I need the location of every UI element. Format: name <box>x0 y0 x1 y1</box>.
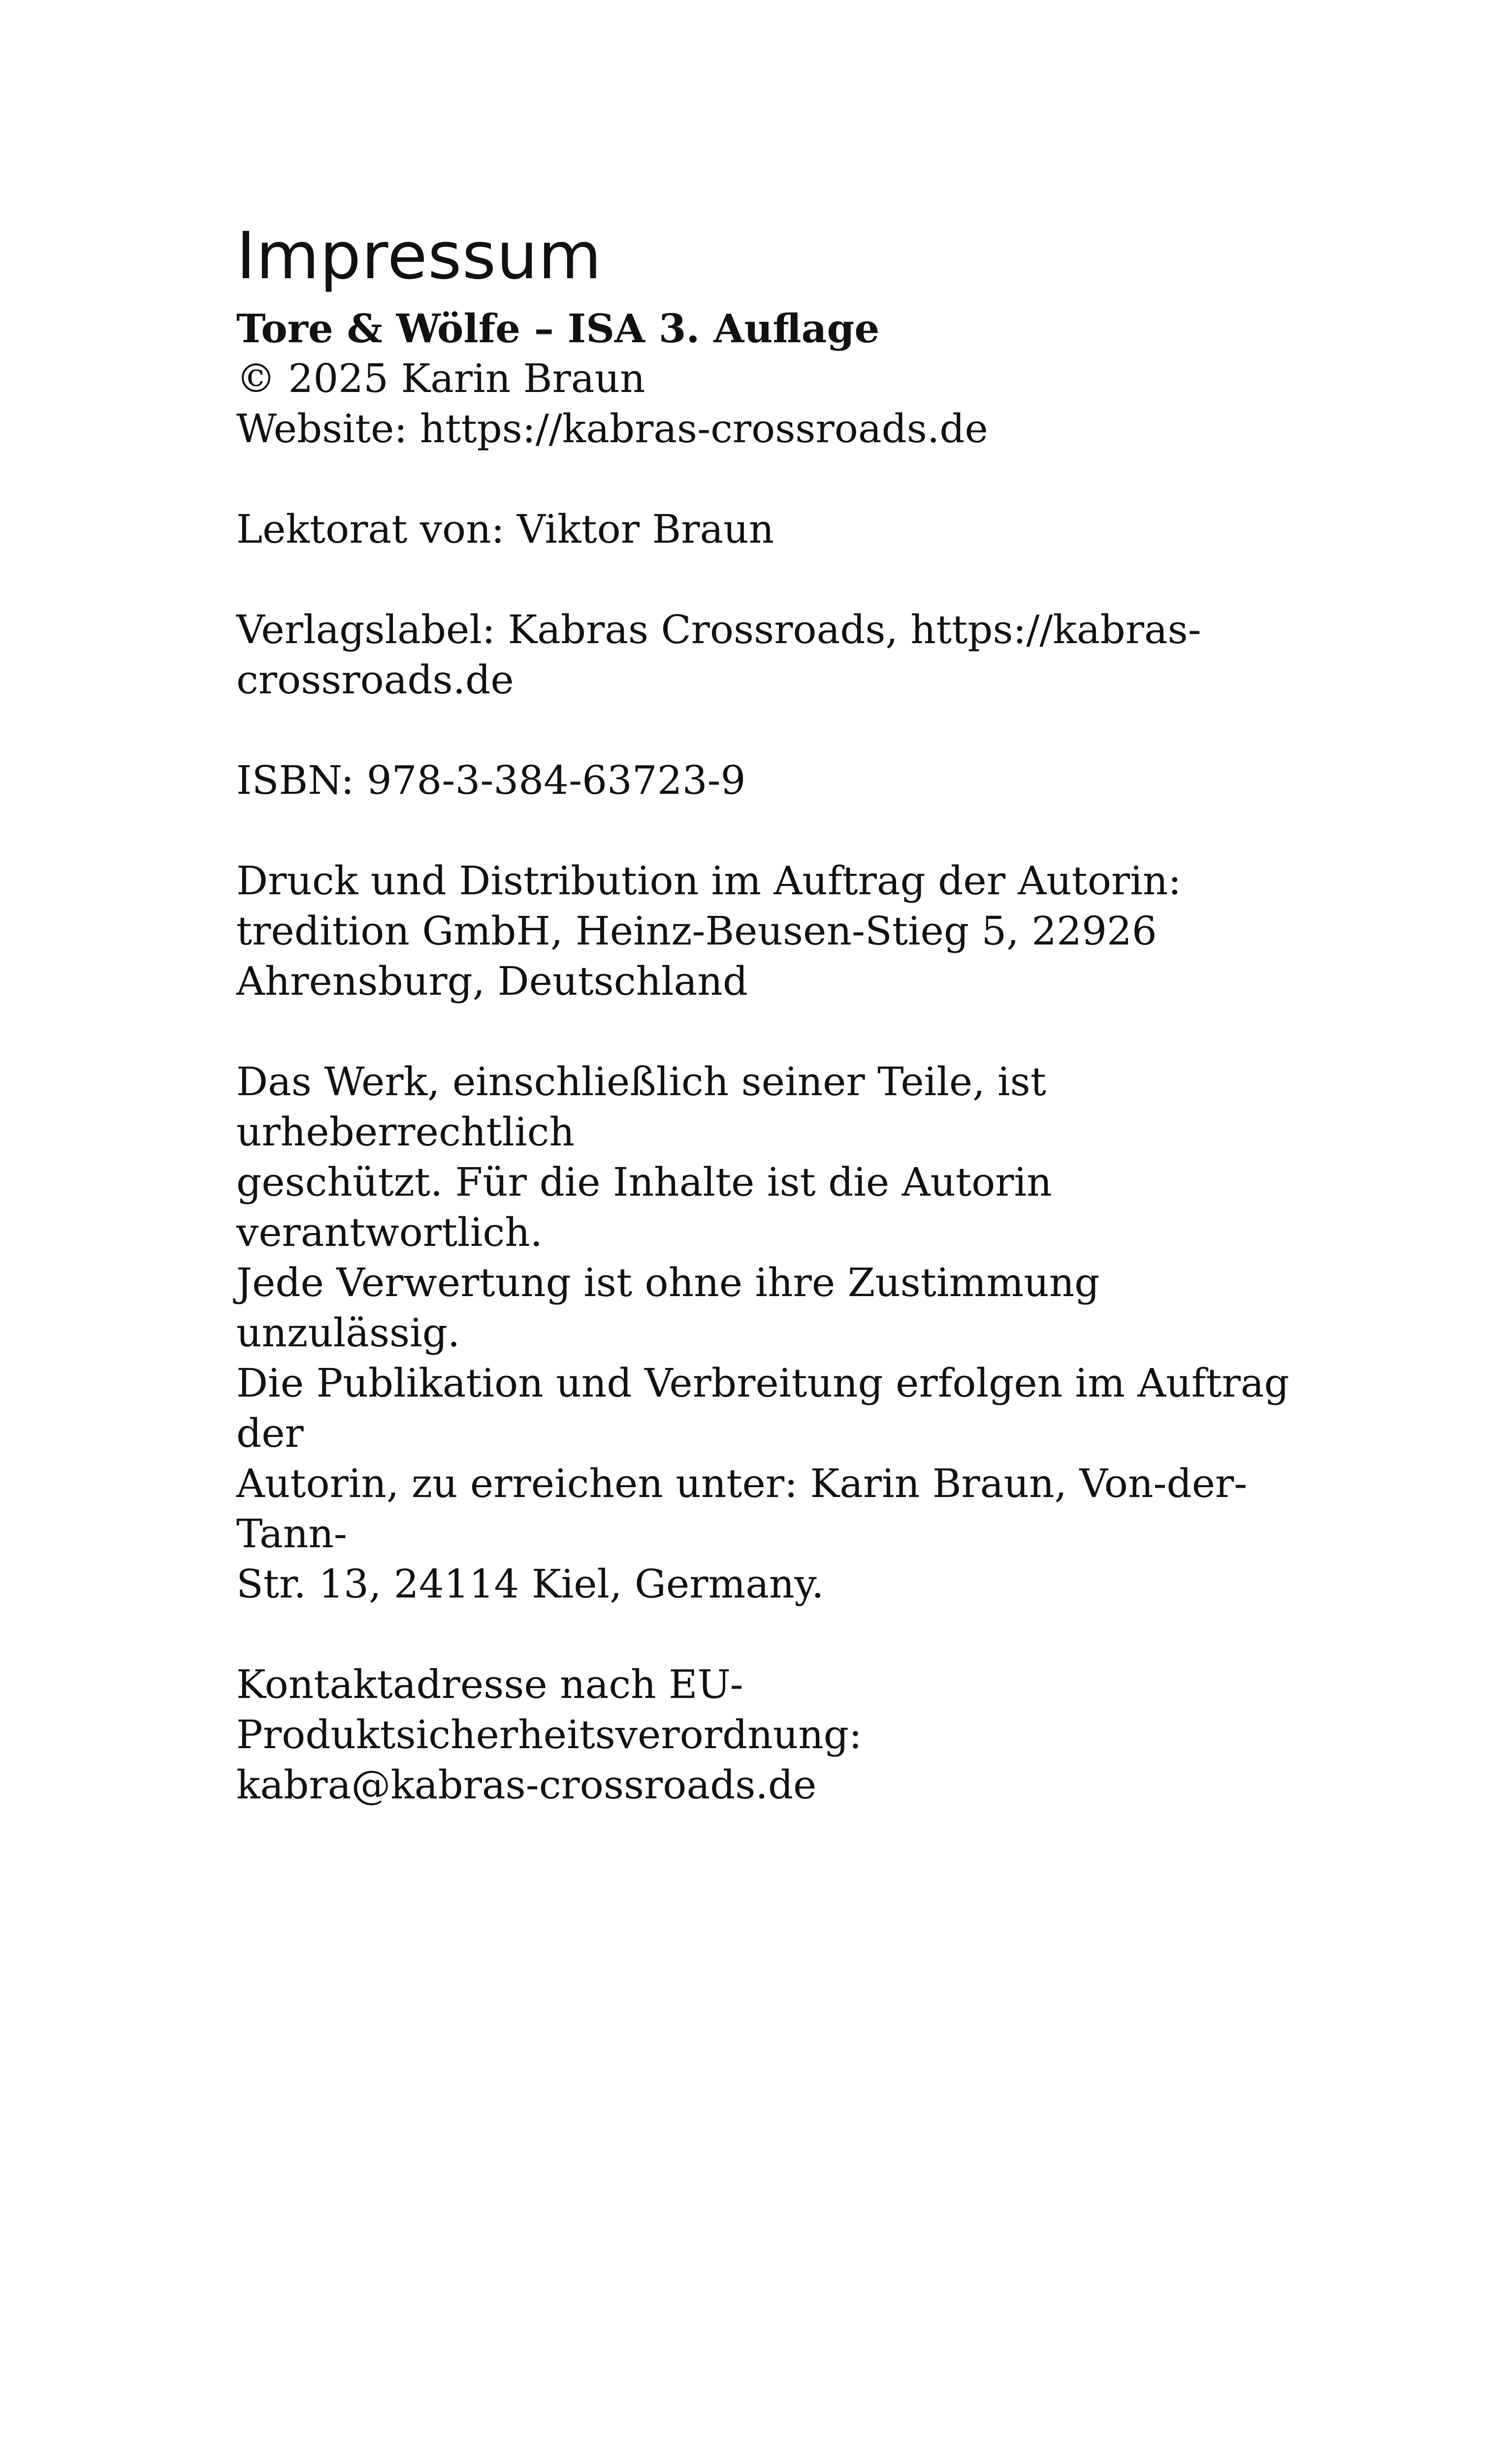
website-line: Website: https://kabras-crossroads.de <box>236 406 988 452</box>
contact-line-1: Kontaktadresse nach EU-Produktsicherheitsverordnung: <box>236 1661 862 1758</box>
copyright-notice: © 2025 Karin Braun <box>236 356 645 401</box>
printing-line-1: Druck und Distribution im Auftrag der Autorin: <box>236 858 1182 904</box>
editing-line: Lektorat von: Viktor Braun <box>236 506 774 552</box>
page-title: Impressum <box>236 218 602 294</box>
printing-line-3: Ahrensburg, Deutschland <box>236 958 748 1004</box>
printing-block <box>236 856 1310 1007</box>
isbn-block <box>236 755 1310 806</box>
book-info <box>236 303 1310 454</box>
rights-line-2: geschützt. Für die Inhalte ist die Autorin verantwortlich. <box>236 1159 1052 1255</box>
printing-line-2: tredition GmbH, Heinz-Beusen-Stieg 5, 22926 <box>236 908 1157 954</box>
publisher-label-line-2: crossroads.de <box>236 657 514 703</box>
rights-line-3: Jede Verwertung ist ohne ihre Zustimmung unzulässig. <box>236 1260 1100 1356</box>
rights-block <box>236 1057 1310 1609</box>
rights-line-6: Str. 13, 24114 Kiel, Germany. <box>236 1561 824 1607</box>
isbn-line: ISBN: 978-3-384-63723-9 <box>236 757 746 803</box>
contact-block <box>236 1660 1310 1810</box>
rights-line-5: Autorin, zu erreichen unter: Karin Braun, Von-der-Tann- <box>236 1461 1248 1557</box>
rights-line-4: Die Publikation und Verbreitung erfolgen im Auftrag der <box>236 1360 1289 1456</box>
publisher-label-line-1: Verlagslabel: Kabras Crossroads, https://kabras- <box>236 607 1201 652</box>
publisher-label-block <box>236 605 1310 705</box>
editing-block <box>236 504 1310 554</box>
imprint-content <box>236 217 1310 1810</box>
book-title: Tore & Wölfe – ISA 3. Auflage <box>236 305 880 352</box>
rights-line-1: Das Werk, einschließlich seiner Teile, ist urheberrechtlich <box>236 1059 1046 1155</box>
contact-email: kabra@kabras-crossroads.de <box>236 1762 817 1808</box>
